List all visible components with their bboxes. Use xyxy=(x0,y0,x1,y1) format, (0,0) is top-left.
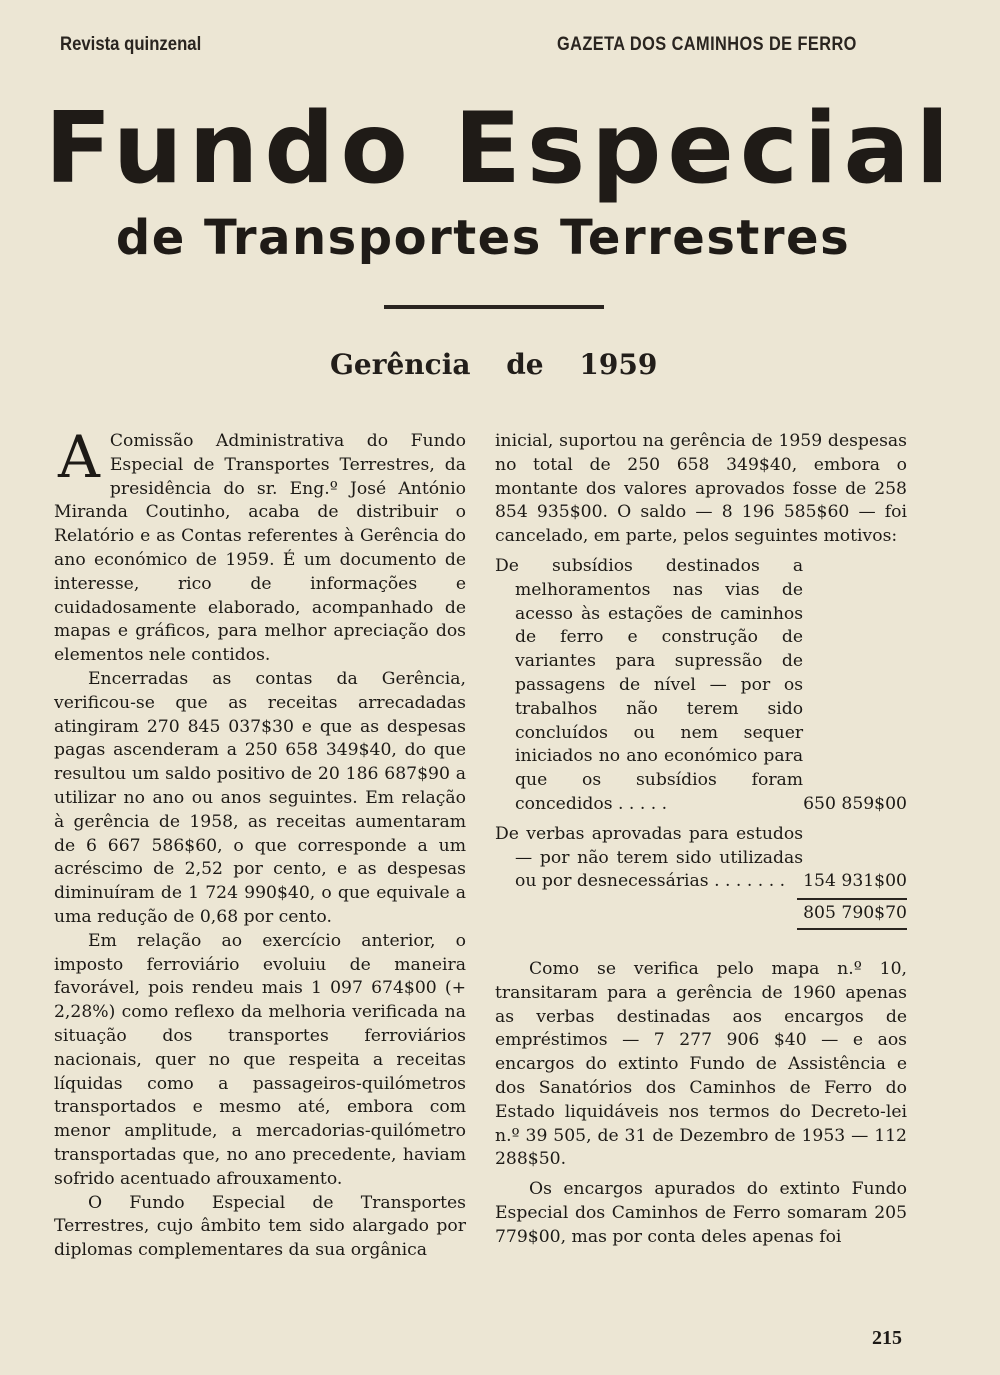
cancellation-table xyxy=(495,555,907,930)
magazine-title: GAZETA DOS CAMINHOS DE FERRO xyxy=(557,34,857,55)
paragraph: inicial, suportou na gerência de 1959 despesas no total de 250 658 349$40, embora o montante dos valores aprovados fosse de 258 854 935$00. O saldo — 8 196 585$60 — foi cancelado, em parte, pelos seguintes motivos: xyxy=(495,431,907,547)
paragraph: Encerradas as contas da Gerência, verificou-se que as receitas arrecadadas atingiram 270 845 037$30 e que as despesas pagas ascenderam a 250 658 349$40, do que resultou um saldo positivo de 20 186 687$90 a utilizar no ano ou anos seguintes. Em relação à gerência de 1958, as receitas aumentaram de 6 667 586$60, o que corresponde a um acréscimo de 2,52 por cento, e as despesas diminuíram de 1 724 990$40, o que equivale a uma redução de 0,68 por cento. xyxy=(54,668,466,927)
table-row-amount: 650 859$00 xyxy=(803,793,907,814)
table-total: 805 790$70 xyxy=(797,898,907,930)
paragraph: Os encargos apurados do extinto Fundo Especial dos Caminhos de Ferro somaram 205 779$00, mas por conta deles apenas foi xyxy=(495,1179,907,1247)
paragraph-text: Comissão Administrativa do Fundo Especial de Transportes Terrestres, da presidência do sr. Eng.º José António Miranda Coutinho, acaba de distribuir o Relatório e as Contas referentes à Gerência do ano económico de 1959. É um documento de interesse, rico de informações e cuidadosamente elaborado, acompanhado de mapas e gráficos, para melhor apreciação dos elementos nele contidos. xyxy=(54,431,466,666)
magazine-frequency: Revista quinzenal xyxy=(60,34,202,55)
title-divider xyxy=(384,305,604,309)
drop-cap: A xyxy=(58,423,100,491)
paragraph: Em relação ao exercício anterior, o imposto ferroviário evoluiu de maneira favorável, pois rendeu mais 1 097 674$00 (+ 2,28%) como reflexo da melhoria verificada na situação dos transportes ferroviários nacionais, quer no que respeita a receitas líquidas como a passageiros-quilómetros transportados e mesmo até, embora com menor amplitude, a mercadorias-quilómetro transportadas que, no ano precedente, haviam sofrido acentuado afrouxamento. xyxy=(54,930,466,1189)
table-row-description: De verbas aprovadas para estudos — por não terem sido utilizadas ou por desnecessárias . . . . . . . xyxy=(495,823,804,892)
table-row-description: De subsídios destinados a melhoramentos nas vias de acesso às estações de caminhos de ferro e construção de variantes para supressão de passagens de nível — por os trabalhos não terem sido concluídos ou nem sequer iniciados no ano económico para que os subsídios foram concedidos . . . . . xyxy=(495,555,804,814)
table-row-amount: 154 931$00 xyxy=(803,871,907,892)
article-title: Fundo Especial xyxy=(44,92,956,206)
table-row xyxy=(495,555,907,817)
right-column xyxy=(495,430,907,1250)
page-number: 215 xyxy=(872,1327,902,1349)
paragraph: Como se verifica pelo mapa n.º 10, transitaram para a gerência de 1960 apenas as verbas destinadas aos encargos de empréstimos — 7 277 906 $40 — e aos encargos do extinto Fundo de Assistência e dos Sanatórios dos Caminhos de Ferro do Estado liquidáveis nos termos do Decreto-lei n.º 39 505, de 31 de Dezembro de 1953 — 112 288$50. xyxy=(495,958,907,1170)
paragraph xyxy=(54,423,466,668)
paragraph: O Fundo Especial de Transportes Terrestres, cujo âmbito tem sido alargado por diplomas complementares da sua orgânica xyxy=(54,1192,466,1261)
left-column xyxy=(54,423,466,1263)
article-subtitle: Gerência de 1959 xyxy=(330,348,658,381)
table-row xyxy=(495,823,907,894)
article-title-line2: de Transportes Terrestres xyxy=(115,210,851,266)
